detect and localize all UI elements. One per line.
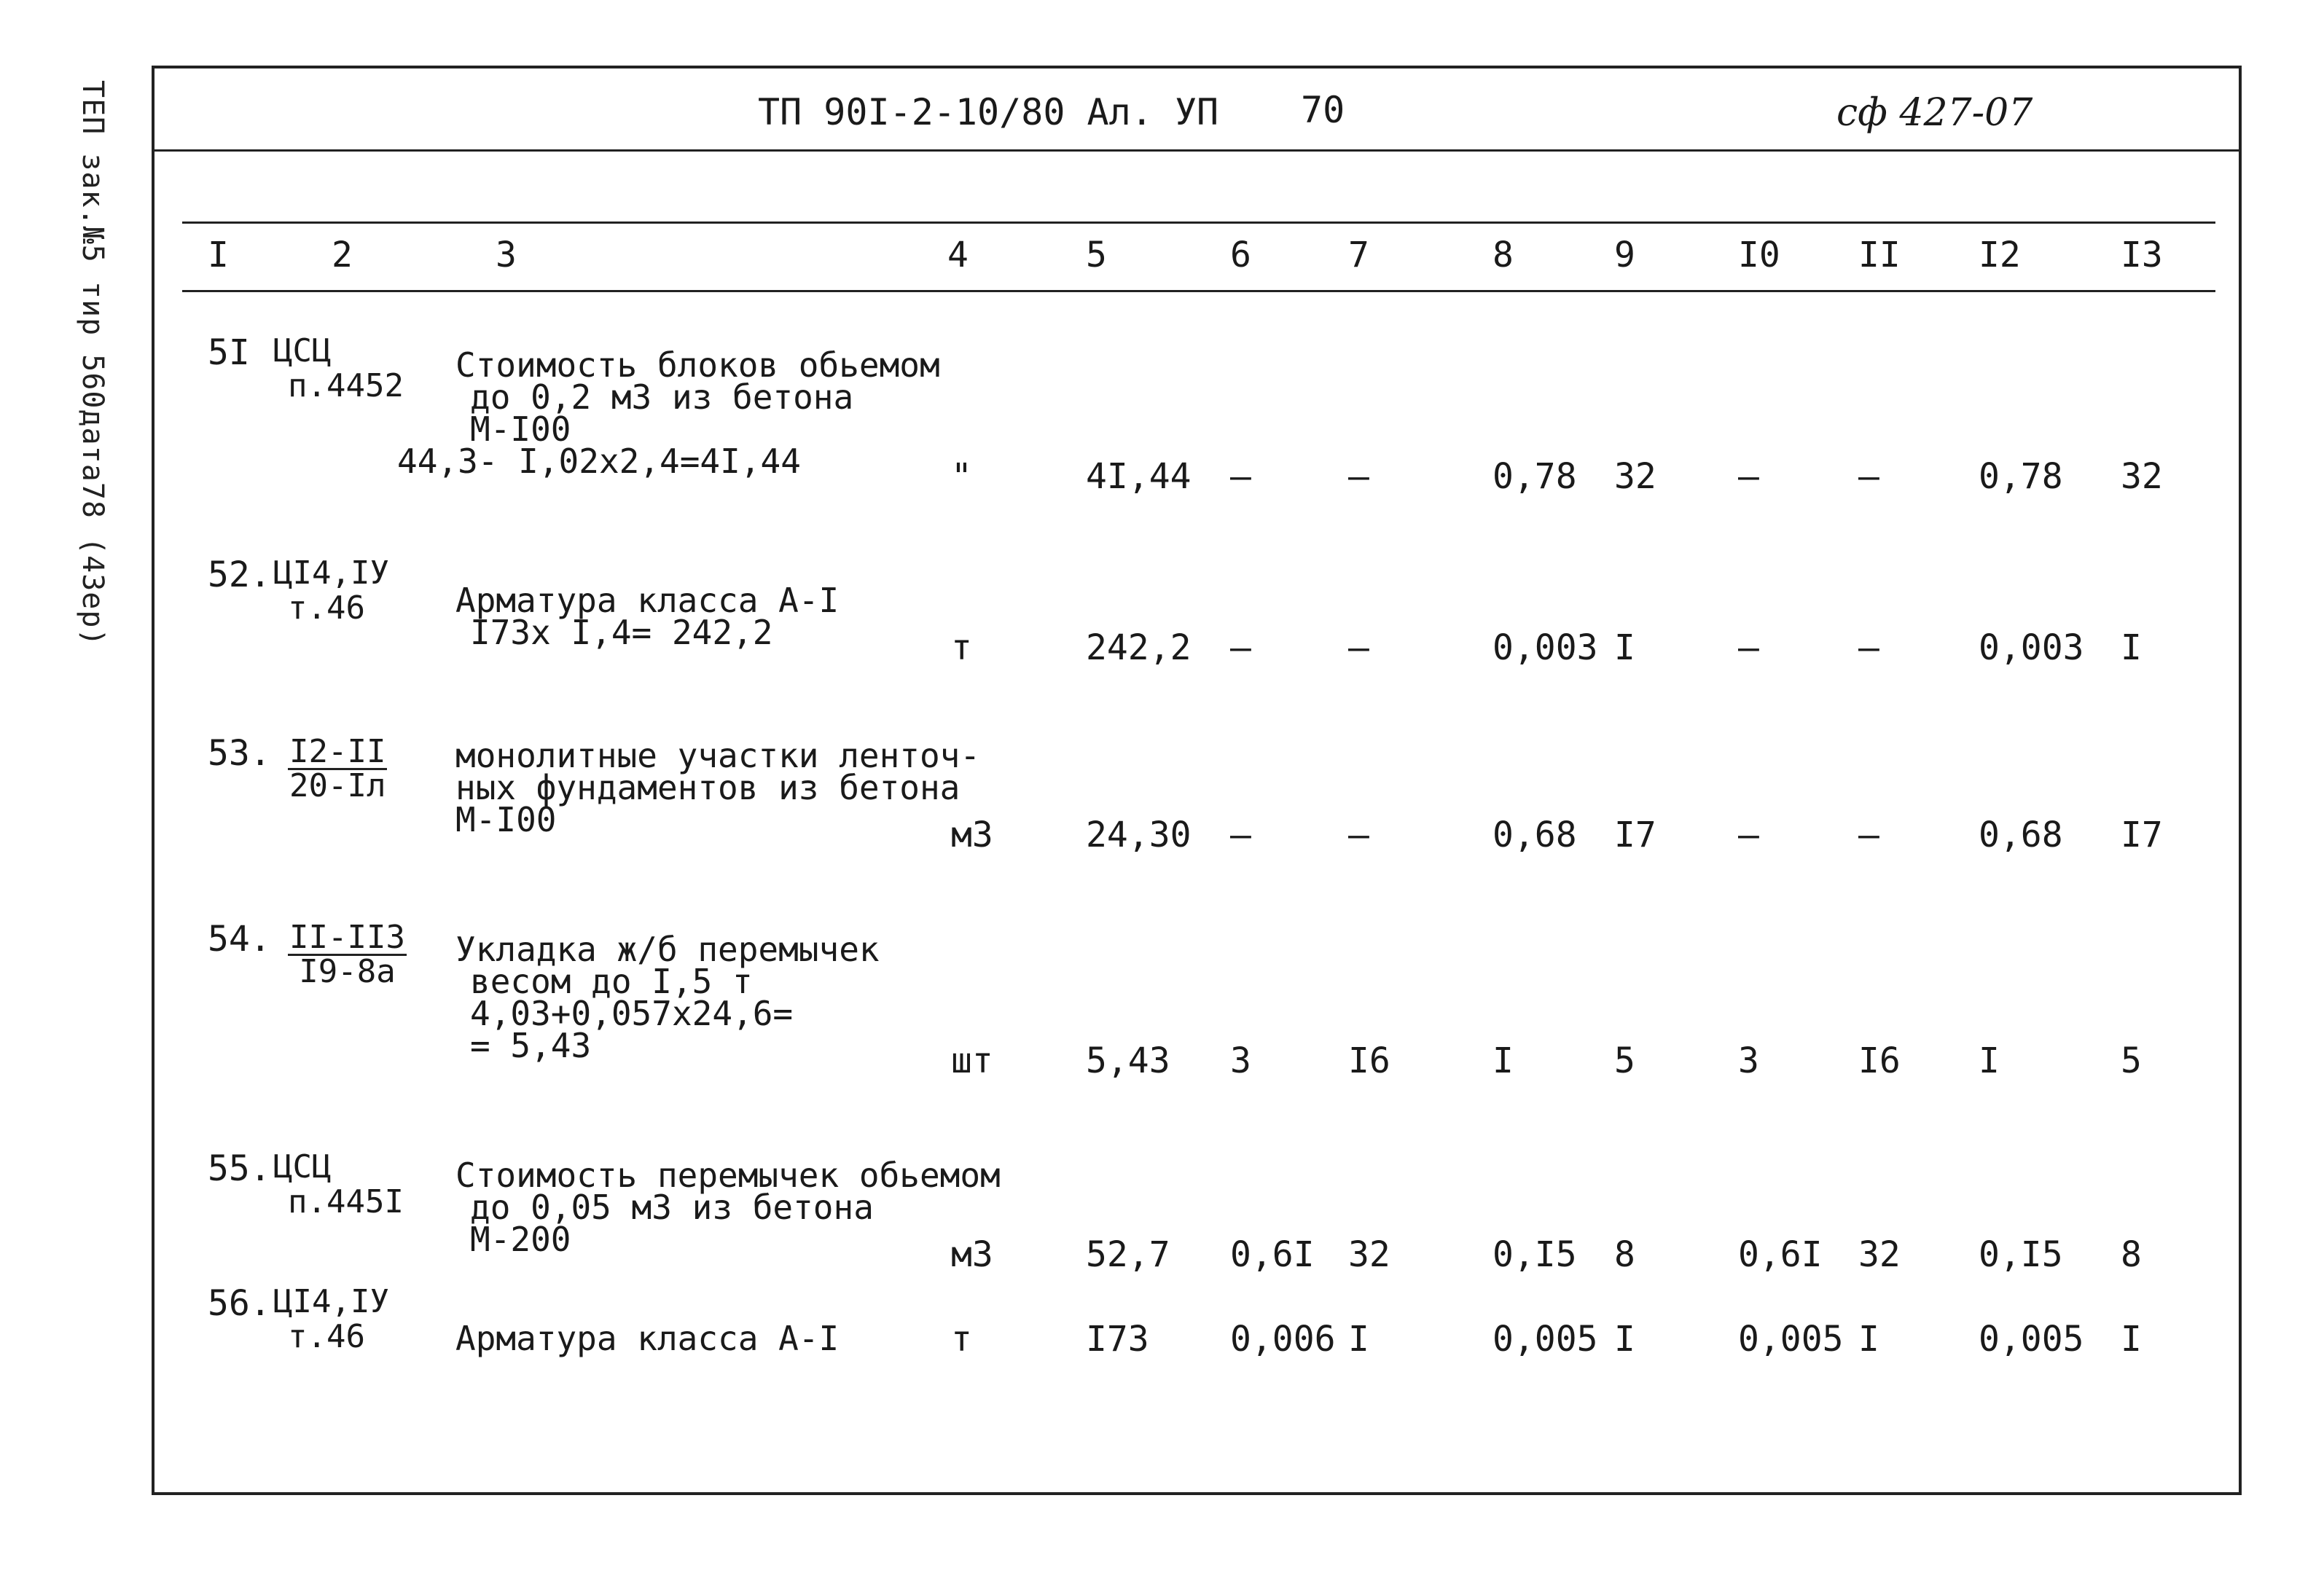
norm-reference-fraction xyxy=(288,919,407,990)
fraction-denominator: I9-8а xyxy=(299,953,396,990)
value-c7: I6 xyxy=(1348,1040,1390,1081)
value-c12: 0,I5 xyxy=(1979,1234,2063,1275)
column-number-3: 3 xyxy=(496,235,517,275)
value-c7: I xyxy=(1348,1319,1369,1360)
fraction-numerator: I2-II xyxy=(289,733,386,770)
value-c13: 8 xyxy=(2121,1234,2142,1275)
column-number-13: I3 xyxy=(2121,235,2163,275)
value-c6: – xyxy=(1230,815,1251,855)
value-c8: 0,005 xyxy=(1492,1319,1598,1360)
row-number: 52. xyxy=(208,554,271,595)
value-c7: – xyxy=(1348,627,1369,668)
column-number-9: 9 xyxy=(1614,235,1635,275)
description-line: монолитные участки ленточ- xyxy=(455,736,981,775)
description-line: до 0,05 м3 из бетона xyxy=(470,1188,874,1227)
page-number: 70 xyxy=(1301,89,1345,131)
value-c8: I xyxy=(1492,1040,1514,1081)
value-c11: – xyxy=(1858,627,1879,668)
value-c10: – xyxy=(1738,456,1759,497)
value-c5: 4I,44 xyxy=(1086,456,1192,497)
column-number-4: 4 xyxy=(947,235,969,275)
row-number: 55. xyxy=(208,1148,271,1189)
value-c12: 0,68 xyxy=(1979,815,2063,855)
description-line: Стоимость перемычек обьемом xyxy=(455,1156,1001,1195)
description-line: 4,03+0,057х24,6= xyxy=(470,994,794,1033)
unit-of-measure: м3 xyxy=(951,815,993,855)
side-stamp: ТЕП зак.№5 тир 560дата78 (43ер) xyxy=(76,80,109,647)
norm-reference: ЦI4,IУ xyxy=(273,1283,389,1320)
header-divider xyxy=(152,149,2242,152)
value-c12: 0,005 xyxy=(1979,1319,2084,1360)
norm-reference: ЦСЦ xyxy=(273,1148,332,1185)
row-number: 5I xyxy=(208,332,250,373)
norm-reference: т.46 xyxy=(288,1318,365,1355)
unit-of-measure: т xyxy=(951,1319,972,1360)
description-line: Арматура класса А-I xyxy=(455,581,840,620)
value-c7: – xyxy=(1348,456,1369,497)
value-c7: – xyxy=(1348,815,1369,855)
unit-of-measure: шт xyxy=(951,1040,993,1081)
row-number: 56. xyxy=(208,1283,271,1324)
column-number-2: 2 xyxy=(332,235,353,275)
row-number: 54. xyxy=(208,919,271,960)
column-number-10: I0 xyxy=(1738,235,1780,275)
description-line: М-I00 xyxy=(455,800,557,839)
value-c13: I xyxy=(2121,1319,2142,1360)
value-c8: 0,68 xyxy=(1492,815,1577,855)
value-c9: I7 xyxy=(1614,815,1656,855)
value-c9: 5 xyxy=(1614,1040,1635,1081)
value-c10: – xyxy=(1738,627,1759,668)
value-c5: 5,43 xyxy=(1086,1040,1170,1081)
table-top-rule xyxy=(182,221,2215,224)
description-line: Укладка ж/б перемычек xyxy=(455,930,880,969)
value-c11: 32 xyxy=(1858,1234,1901,1275)
value-c6: 3 xyxy=(1230,1040,1251,1081)
description-line: I73х I,4= 242,2 xyxy=(470,613,773,652)
handwritten-reference: сф 427-07 xyxy=(1836,91,2033,135)
value-c8: 0,I5 xyxy=(1492,1234,1577,1275)
unit-of-measure: т xyxy=(951,627,972,668)
value-c5: 24,30 xyxy=(1086,815,1192,855)
row-number: 53. xyxy=(208,733,271,774)
table-header-rule xyxy=(182,290,2215,292)
value-c10: 3 xyxy=(1738,1040,1759,1081)
value-c9: 32 xyxy=(1614,456,1656,497)
value-c6: – xyxy=(1230,456,1251,497)
column-number-5: 5 xyxy=(1086,235,1107,275)
fraction-denominator: 20-Iл xyxy=(289,767,386,804)
value-c12: 0,78 xyxy=(1979,456,2063,497)
value-c9: 8 xyxy=(1614,1234,1635,1275)
column-number-6: 6 xyxy=(1230,235,1251,275)
norm-reference: ЦI4,IУ xyxy=(273,554,389,592)
column-number-7: 7 xyxy=(1348,235,1369,275)
column-number-1: I xyxy=(208,235,229,275)
description-line: весом до I,5 т xyxy=(470,962,753,1001)
value-c13: I xyxy=(2121,627,2142,668)
value-c13: 5 xyxy=(2121,1040,2142,1081)
description-line: Арматура класса А-I xyxy=(455,1319,840,1358)
value-c5: 242,2 xyxy=(1086,627,1192,668)
value-c8: 0,003 xyxy=(1492,627,1598,668)
norm-reference: п.4452 xyxy=(288,367,404,404)
value-c13: 32 xyxy=(2121,456,2163,497)
value-c9: I xyxy=(1614,1319,1635,1360)
value-c6: 0,6I xyxy=(1230,1234,1315,1275)
description-line: 44,3- I,02х2,4=4I,44 xyxy=(397,442,801,481)
description-line: Стоимость блоков обьемом xyxy=(455,345,940,385)
column-number-8: 8 xyxy=(1492,235,1514,275)
norm-reference: ЦСЦ xyxy=(273,332,332,369)
norm-reference-fraction xyxy=(288,733,387,804)
value-c13: I7 xyxy=(2121,815,2163,855)
column-number-12: I2 xyxy=(1979,235,2021,275)
description-line: М-I00 xyxy=(470,409,571,449)
value-c5: 52,7 xyxy=(1086,1234,1170,1275)
value-c10: 0,005 xyxy=(1738,1319,1844,1360)
description-line: = 5,43 xyxy=(470,1026,592,1065)
value-c11: I xyxy=(1858,1319,1879,1360)
description-line: до 0,2 м3 из бетона xyxy=(470,377,854,417)
unit-of-measure: " xyxy=(951,456,972,497)
value-c6: – xyxy=(1230,627,1251,668)
value-c6: 0,006 xyxy=(1230,1319,1336,1360)
value-c8: 0,78 xyxy=(1492,456,1577,497)
doc-code: ТП 90I-2-10/80 Ал. УП xyxy=(758,91,1219,133)
description-line: ных фундаментов из бетона xyxy=(455,768,960,807)
value-c11: – xyxy=(1858,456,1879,497)
value-c12: I xyxy=(1979,1040,2000,1081)
norm-reference: п.445I xyxy=(288,1183,404,1220)
fraction-numerator: II-II3 xyxy=(289,919,405,956)
description-line: М-200 xyxy=(470,1220,571,1259)
value-c11: I6 xyxy=(1858,1040,1901,1081)
norm-reference: т.46 xyxy=(288,589,365,627)
value-c5: I73 xyxy=(1086,1319,1149,1360)
value-c11: – xyxy=(1858,815,1879,855)
unit-of-measure: м3 xyxy=(951,1234,993,1275)
value-c10: – xyxy=(1738,815,1759,855)
value-c12: 0,003 xyxy=(1979,627,2084,668)
value-c10: 0,6I xyxy=(1738,1234,1823,1275)
value-c9: I xyxy=(1614,627,1635,668)
column-number-11: II xyxy=(1858,235,1901,275)
value-c7: 32 xyxy=(1348,1234,1390,1275)
